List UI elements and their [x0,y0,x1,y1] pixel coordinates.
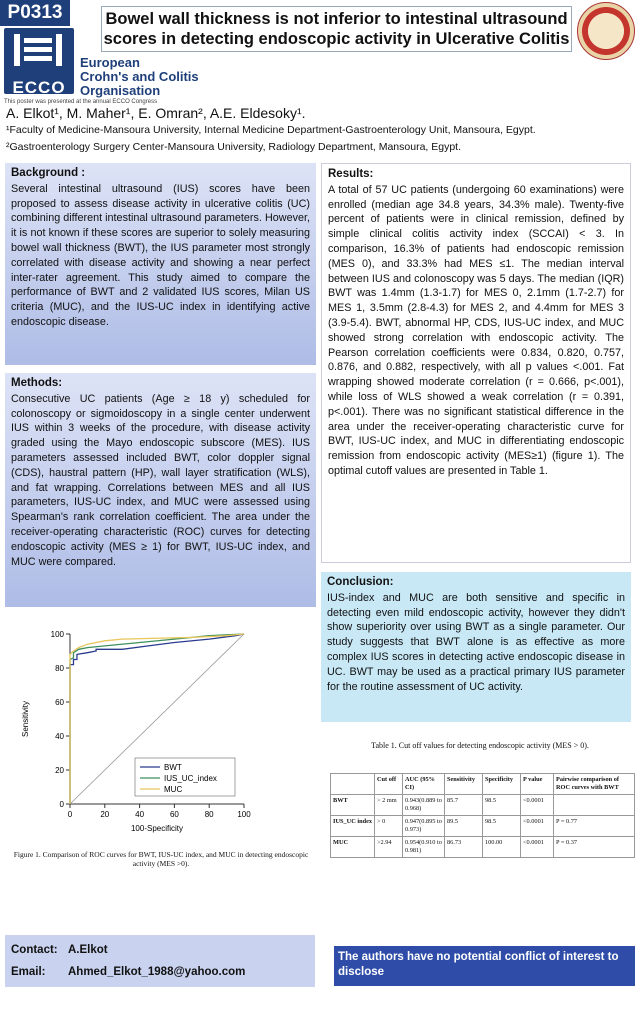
table-cell: 86.73 [445,837,483,858]
table-header-cell: Specificity [483,774,521,795]
conclusion-text: IUS-index and MUC are both sensitive and specific in detecting even mild endoscopic activity, however they didn't show superiority over using BWT as a single parameter. Our study suggests that BWT alone is as effective as more complex IUS scores in detecting active endoscopic disease in UC. BWT may be used as a practical primary IUS parameter for the routine assessment of UC activity. [327,591,625,693]
table-cell: <0.0001 [521,816,554,837]
title-line-2: scores in detecting endoscopic activity in Ulcerative Colitis [103,30,570,48]
y-tick-label: 100 [50,630,64,639]
y-tick-label: 80 [55,664,64,673]
table-cell: 98.5 [483,816,521,837]
table-cell: <0.0001 [521,795,554,816]
conclusion-section [321,572,631,722]
poster-id-badge: P0313 [0,0,70,26]
conflict-of-interest-box: The authors have no potential conflict of interest to disclose [334,946,635,986]
results-heading: Results: [328,168,374,180]
y-axis-label: Sensitivity [21,700,30,738]
results-section [321,163,631,563]
org-line-1: European [80,55,140,70]
y-tick-label: 60 [55,698,64,707]
table-cell: >2.94 [375,837,403,858]
table-cell: 100.00 [483,837,521,858]
methods-text: Consecutive UC patients (Age ≥ 18 y) scheduled for colonoscopy or sigmoidoscopy in a single center underwent IUS within 3 weeks of the procedure, with disease activity graded using the Mayo endoscopic subscore (MES). IUS parameters assessed included BWT, color doppler signal (CDS), haustral pattern (HP), wall layer stratification (WLS), and fat wrapping. Correlations between MES and all IUS parameters, IUS-UC index, and MUC were assessed using Spearman's rank correlation coefficient. The area under the receiver-operating characteristic (ROC) curves for detecting endoscopic activity (MES ≥ 1) for BWT, IUS-UC index, and MUC were compared. [11,392,310,568]
table-cell: P = 0.37 [554,837,635,858]
background-heading: Background : [11,167,86,179]
results-text: A total of 57 UC patients (undergoing 60 examinations) were enrolled (median age 34.8 years, 34.3% male). Twenty-five percent of patients were in clinical remission, defined by simple clinical colitis activity index (SCCAI) < 3. In comparison, 16.3% of patients had endoscopic remission (MES 0), and 33.3% had MES ≤1. The median interval between IUS and colonoscopy was 5 days. The median (IQR) BWT was 1.4mm (1.3-1.7) for MES 0, 2.1mm (1.7-2.7) for MES 1, 3.5mm (2.8-4.3) for MES 2, and 4.4mm for MES 3 (3.9-5.4). BWT, abnormal HP, CDS, IUS-UC index, and MUC showed strong correlation with endoscopic activity. The Pearson correlation coefficients were 0.834, 0.820, 0.757, 0.876, and 0.882, respectively, with all p values <.001. Fat wrapping showed moderate correlation (r = 0.666, p<.001), while loss of WLS showed a weak correlation (r = 0.391, p<.001). There was no significant statistical difference in the area under the receiver-operating characteristic curve for BWT, IUS-UC index, and MUC in differentiating endoscopic remission from endoscopic activity (MES≥1) (figure 1). The optimal cutoff values are presented in Table 1. [328,183,624,477]
figure-caption: Figure 1. Comparison of ROC curves for BWT, IUS-UC index, and MUC in detecting endoscopic activity (MES >0). [13,850,309,868]
table-cell: BWT [331,795,375,816]
y-tick-label: 20 [55,766,64,775]
table-cell: <0.0001 [521,837,554,858]
x-tick-label: 60 [169,810,179,819]
congress-note: This poster was presented at the annual ECCO Congress [4,99,158,105]
contact-box [5,935,315,987]
table-row [331,816,635,837]
table-cell: > 0 [375,816,403,837]
roc-chart [18,622,258,837]
table-header-cell: Pairwise comparison of ROC curves with BWT [554,774,635,795]
affiliation-2: ²Gastroenterology Surgery Center-Mansoura University, Radiology Department, Mansoura, Egypt. [6,141,462,153]
ecco-logo-word: ECCO [12,78,66,97]
email-label: Email: [11,966,46,978]
x-axis-label: 100-Specificity [130,824,184,833]
table-cell [554,795,635,816]
methods-heading: Methods: [11,377,63,389]
table-cell: > 2 mm [375,795,403,816]
background-text: Several intestinal ultrasound (IUS) scores have been proposed to assess disease activity in ulcerative colitis (UC) combining different intestinal ultrasound parameters. However, it is not known if these scores are superior to solely measuring bowel wall thickness (BWT), the IUS parameter most strongly correlated with disease activity and showing a near perfect inter-rater agreement. This study aimed to compare the performance of BWT and 2 validated IUS scores, Milan US criteria (MUC), and the IUS-UC index in identifying active endoscopic disease. [11,182,310,328]
contact-name: A.Elkot [68,944,108,956]
contact-label: Contact: [11,944,58,956]
x-tick-label: 100 [237,810,251,819]
table-cell: MUC [331,837,375,858]
legend-label: MUC [164,785,183,794]
x-tick-label: 80 [204,810,214,819]
table-cell: 0.943(0.889 to 0.968) [403,795,445,816]
table-header-cell: Sensitivity [445,774,483,795]
table-cell: 0.954(0.910 to 0.981) [403,837,445,858]
legend-label: IUS_UC_index [164,774,217,783]
table-cell: 98.5 [483,795,521,816]
x-tick-label: 0 [67,810,73,819]
table-row [331,795,635,816]
table-cell: 85.7 [445,795,483,816]
org-line-2: Crohn's and Colitis [80,69,199,84]
table-cell: 89.5 [445,816,483,837]
author-list: A. Elkot¹, M. Maher¹, E. Omran², A.E. Eldesoky¹. [6,105,306,121]
table-caption: Table 1. Cut off values for detecting endoscopic activity (MES > 0). [371,741,589,750]
x-tick-label: 20 [100,810,110,819]
table-cell: IUS_UC index [331,816,375,837]
conclusion-heading: Conclusion: [327,576,394,588]
affiliation-1: ¹Faculty of Medicine-Mansoura University, Internal Medicine Department-Gastroenterology Unit, Mansoura, Egypt. [6,124,536,136]
y-tick-label: 0 [59,800,64,809]
table-cell: 0.947(0.895 to 0.973) [403,816,445,837]
organisation-name [80,56,199,98]
table-header-cell: Cut off [375,774,403,795]
background-section [5,163,316,365]
table-header-cell: AUC (95% CI) [403,774,445,795]
title-line-1: Bowel wall thickness is not inferior to intestinal ultrasound [105,10,568,28]
title-box [101,6,572,52]
methods-section [5,373,316,607]
table-cell: P = 0.77 [554,816,635,837]
table-header-cell: P value [521,774,554,795]
org-line-3: Organisation [80,83,161,98]
poster-title [104,9,570,49]
contact-email-link[interactable]: Ahmed_Elkot_1988@yahoo.com [68,966,246,978]
cutoff-table [330,773,635,858]
table-header-row [331,774,635,795]
table-row [331,837,635,858]
legend-label: BWT [164,763,182,772]
x-tick-label: 40 [135,810,145,819]
y-tick-label: 40 [55,732,64,741]
table-header-cell [331,774,375,795]
university-seal-icon [577,2,635,60]
